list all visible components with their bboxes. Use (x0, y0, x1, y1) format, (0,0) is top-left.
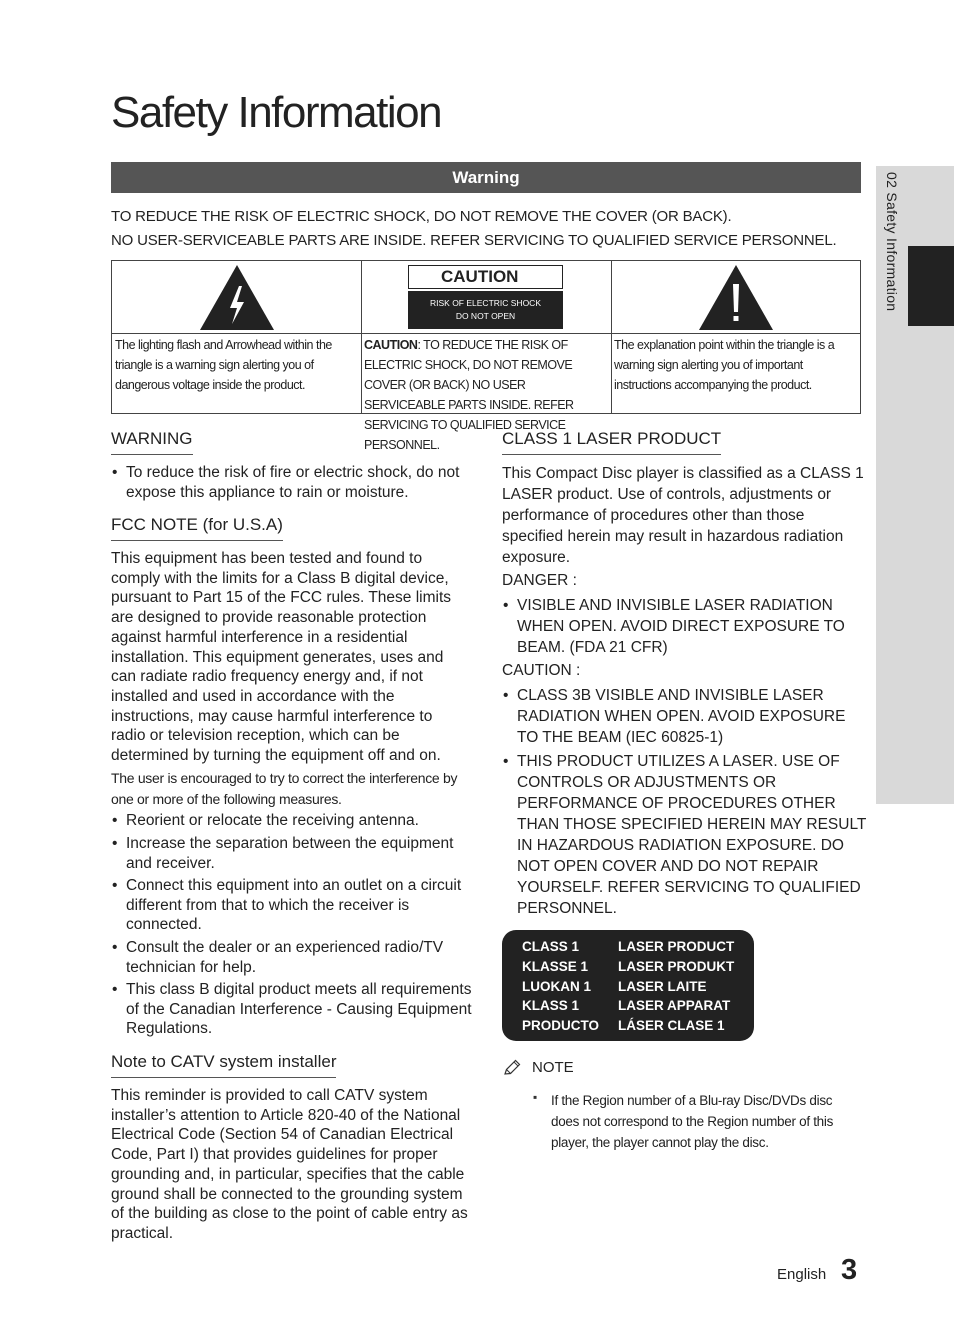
laser-row-1-code: CLASS 1 (522, 939, 580, 954)
catv-heading: Note to CATV system installer (111, 1052, 336, 1078)
laser-heading: CLASS 1 LASER PRODUCT (502, 429, 721, 455)
fcc-bullet-4: • Consult the dealer or an experienced radio/TV technician for help. (111, 938, 476, 977)
exclamation-warning-icon (697, 262, 775, 332)
caution-risk-line-2: DO NOT OPEN (455, 311, 516, 321)
exclamation-description: The explanation point within the triangle is a warning sign alerting you of important instructions accompanying the product. (614, 338, 835, 392)
laser-row-2-code: KLASSE 1 (522, 959, 589, 974)
laser-row-3-code: LUOKAN 1 (522, 979, 592, 994)
pencil-icon (502, 1058, 522, 1078)
side-tab-marker (908, 246, 954, 326)
exclamation-cell (611, 261, 860, 413)
note-bullet-marker: ▪ (533, 1090, 538, 1104)
lightning-description: The lighting flash and Arrowhead within the triangle is a warning sign alerting you of dangerous voltage inside the product. (115, 338, 332, 392)
caution-bold: CAUTION (364, 338, 418, 352)
laser-row-2-text: LASER PRODUKT (618, 959, 735, 974)
fcc-bullet-3: • Connect this equipment into an outlet on a circuit different from that to which the receiver is connected. (111, 876, 476, 935)
caution-risk-box (408, 291, 563, 329)
footer-language: English (777, 1266, 827, 1283)
laser-class-label (502, 930, 754, 1041)
warning-bullet: • To reduce the risk of fire or electric shock, do not expose this appliance to rain or moisture. (111, 463, 476, 502)
laser-row-5-text: LÁSER CLASE 1 (618, 1018, 725, 1033)
fcc-bullet-5: • This class B digital product meets all requirements of the Canadian Interference - Causing Equipment Regulations. (111, 980, 476, 1039)
intro-line-1: TO REDUCE THE RISK OF ELECTRIC SHOCK, DO NOT REMOVE THE COVER (OR BACK). (111, 208, 732, 225)
laser-row-1-text: LASER PRODUCT (618, 939, 735, 954)
note-text: If the Region number of a Blu-ray Disc/DVDs disc does not correspond to the Region number of this player, the player cannot play the disc. (551, 1093, 834, 1150)
laser-row-5-code: PRODUCTO (522, 1018, 600, 1033)
intro-line-2: NO USER-SERVICEABLE PARTS ARE INSIDE. REFER SERVICING TO QUALIFIED SERVICE PERSONNEL. (111, 232, 837, 249)
caution-risk-line-1: RISK OF ELECTRIC SHOCK (430, 298, 541, 308)
side-tab-label: 02 Safety Information (884, 172, 900, 312)
caution-bullet-2: • THIS PRODUCT UTILIZES A LASER. USE OF CONTROLS OR ADJUSTMENTS OR PERFORMANCE OF PROCEDURES OTHER THAN THOSE SPECIFIED HEREIN MAY RESULT IN HAZARDOUS RADIATION EXPOSURE. DO NOT OPEN COVER AND DO NOT REPAIR YOURSELF. REFER SERVICING TO QUALIFIED PERSONNEL. (502, 751, 867, 919)
laser-paragraph: This Compact Disc player is classified as a CLASS 1 LASER product. Use of controls, adjustments or performance of procedures other than those specified herein may result in hazardous radiation exposure. (502, 465, 864, 566)
fcc-paragraph: This equipment has been tested and found to comply with the limits for a Class B digital device, pursuant to Part 15 of the FCC rules. These limits are designed to provide reasonable protection against harmful interference in a residential installation. This equipment generates, uses and can radiate radio frequency energy and, if not installed and used in accordance with the instructions, may cause harmful interference to radio or television reception, which can be determined by turning the equipment off and on. (111, 550, 452, 765)
page-title: Safety Information (111, 88, 442, 137)
caution-section-label: CAUTION : (502, 662, 581, 679)
page-number: 3 (841, 1254, 858, 1286)
fcc-measures-intro: The user is encouraged to try to correct the interference by one or more of the following measures. (111, 770, 458, 807)
laser-row-4-code: KLASS 1 (522, 998, 580, 1013)
danger-bullet: • VISIBLE AND INVISIBLE LASER RADIATION WHEN OPEN. AVOID DIRECT EXPOSURE TO BEAM. (FDA 21 CFR) (502, 595, 867, 658)
fcc-bullet-1: • Reorient or relocate the receiving antenna. (111, 811, 476, 831)
caution-text: : TO REDUCE THE RISK OF ELECTRIC SHOCK, DO NOT REMOVE COVER (OR BACK) NO USER SERVICEABLE PARTS INSIDE. REFER SERVICING TO QUALIFIED SERVICE PERSONNEL. (364, 338, 574, 452)
danger-label: DANGER : (502, 572, 577, 589)
warning-heading: WARNING (111, 429, 193, 455)
lightning-cell (112, 261, 362, 413)
warning-banner: Warning (111, 162, 861, 193)
lightning-warning-icon (198, 262, 276, 332)
catv-paragraph: This reminder is provided to call CATV system installer’s attention to Article 820-40 of the National Electrical Code (Section 54 of Canadian Electrical Code, Part I) that provides guidelines for proper grounding and, in particular, specifies that the cable ground shall be connected to the grounding system of the building as close to the point of cable entry as practical. (111, 1087, 468, 1242)
fcc-heading: FCC NOTE (for U.S.A) (111, 515, 283, 541)
note-label: NOTE (532, 1059, 574, 1076)
laser-row-4-text: LASER APPARAT (618, 998, 731, 1013)
caution-heading: CAUTION (408, 265, 563, 289)
caution-label (408, 265, 563, 327)
laser-row-3-text: LASER LAITE (618, 979, 707, 994)
caution-bullet-1: • CLASS 3B VISIBLE AND INVISIBLE LASER RADIATION WHEN OPEN. AVOID EXPOSURE TO THE BEAM (IEC 60825-1) (502, 685, 867, 748)
fcc-bullet-2: • Increase the separation between the equipment and receiver. (111, 834, 476, 873)
